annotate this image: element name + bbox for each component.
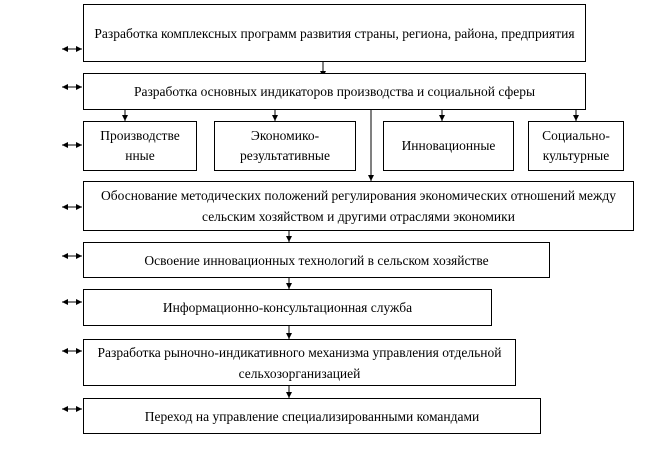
box-main-indicators-label: Разработка основных индикаторов производства и социальной сферы	[133, 84, 536, 99]
box-indicator-social	[528, 121, 624, 171]
box-innovative-technologies-label: Освоение инновационных технологий в сельском хозяйстве	[144, 252, 489, 268]
box-innovative-technologies	[83, 242, 550, 278]
box-market-indicative-mechanism-label: Разработка рыночно-индикативного механизма управления отдельной сельхозорганизацией	[97, 344, 502, 381]
box-methodical-provisions	[83, 181, 634, 231]
box-consulting-service-label: Информационно-консультационная служба	[162, 300, 413, 315]
box-consulting-service	[83, 289, 492, 326]
box-indicator-innovation-label: Инновационные	[401, 138, 496, 153]
box-indicator-social-label: Социально-культурные	[542, 128, 610, 163]
box-indicator-production-label: Производстве нные	[100, 128, 180, 163]
box-complex-programs-label: Разработка комплексных программ развития страны, региона, района, предприятия	[94, 25, 575, 41]
box-complex-programs	[83, 4, 586, 62]
box-indicator-innovation	[383, 121, 514, 171]
box-specialized-teams-label: Переход на управление специализированными командами	[144, 408, 480, 424]
box-main-indicators	[83, 73, 586, 110]
box-specialized-teams	[83, 398, 541, 434]
box-indicator-production	[83, 121, 197, 171]
box-methodical-provisions-label: Обоснование методических положений регулирования экономических отношений между сельским хозяйством и другими отраслями экономики	[101, 188, 616, 224]
box-market-indicative-mechanism	[83, 339, 516, 386]
box-indicator-economic	[214, 121, 356, 171]
box-indicator-economic-label: Экономико-результативные	[240, 128, 330, 163]
